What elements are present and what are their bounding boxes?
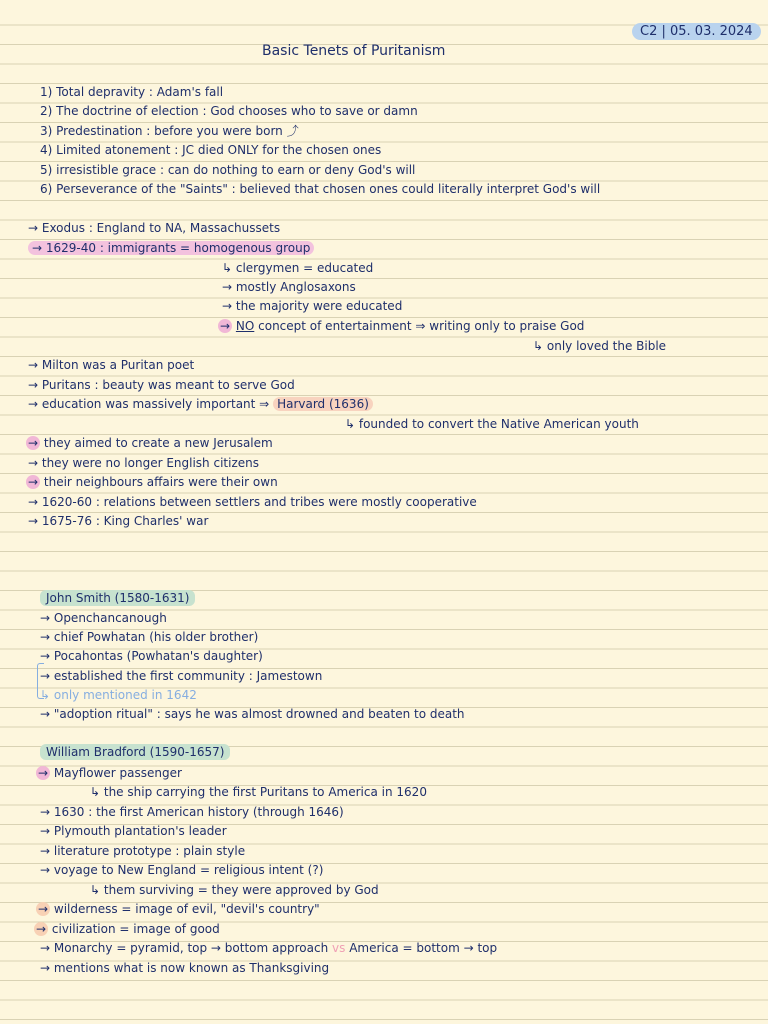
smith-item-1: → Openchancanough bbox=[40, 611, 167, 625]
note-exodus: → Exodus : England to NA, Massachussets bbox=[28, 221, 281, 235]
note-educated: → the majority were educated bbox=[222, 299, 403, 313]
note-bible: ↳ only loved the Bible bbox=[533, 339, 667, 353]
note-jerusalem bbox=[26, 435, 273, 451]
harvard-highlight: Harvard (1636) bbox=[273, 397, 373, 411]
tenet-2: 2) The doctrine of election : God chooses who to save or damn bbox=[40, 104, 418, 118]
tenet-3: 3) Predestination : before you were born ⤴ bbox=[40, 124, 299, 138]
bradford-surviving: ↳ them surviving = they were approved by God bbox=[90, 883, 379, 897]
bradford-thanksgiving: → mentions what is now known as Thanksgiving bbox=[40, 961, 330, 975]
jerusalem-bullet: → bbox=[28, 436, 39, 450]
note-anglosaxons: → mostly Anglosaxons bbox=[222, 280, 356, 294]
note-education bbox=[28, 396, 373, 412]
bradford-civilization bbox=[34, 921, 220, 937]
bradford-leader: → Plymouth plantation's leader bbox=[40, 824, 227, 838]
jerusalem-text: they aimed to create a new Jerusalem bbox=[43, 436, 273, 450]
bradford-history: → 1630 : the first American history (through 1646) bbox=[40, 805, 344, 819]
wilderness-bullet: → bbox=[38, 902, 49, 916]
smith-ritual: → "adoption ritual" : says he was almost drowned and beaten to death bbox=[40, 707, 465, 721]
bradford-monarchy bbox=[40, 940, 497, 956]
page-title: Basic Tenets of Puritanism bbox=[262, 43, 446, 59]
mayflower-bullet: → bbox=[38, 766, 49, 780]
neighbours-bullet: → bbox=[28, 475, 39, 489]
note-beauty: → Puritans : beauty was meant to serve God bbox=[28, 378, 295, 392]
civilization-bullet: → bbox=[36, 922, 47, 936]
note-immigrants bbox=[28, 240, 314, 256]
entertainment-bullet: → bbox=[220, 319, 231, 333]
bradford-voyage: → voyage to New England = religious intent (?) bbox=[40, 863, 324, 877]
entertainment-no: NO bbox=[235, 319, 255, 333]
date-highlight: C2 | 05. 03. 2024 bbox=[632, 23, 761, 40]
note-entertainment bbox=[218, 318, 584, 334]
note-harvard-purpose: ↳ founded to convert the Native American youth bbox=[345, 417, 639, 431]
tenet-4: 4) Limited atonement : JC died ONLY for the chosen ones bbox=[40, 143, 382, 157]
bradford-ship: ↳ the ship carrying the first Puritans to America in 1620 bbox=[90, 785, 427, 799]
bradford-wilderness bbox=[36, 901, 320, 917]
bradford-mayflower bbox=[36, 765, 182, 781]
smith-heading bbox=[40, 590, 195, 606]
note-war: → 1675-76 : King Charles' war bbox=[28, 514, 209, 528]
smith-heading-highlight: John Smith (1580-1631) bbox=[40, 590, 195, 606]
bradford-heading-highlight: William Bradford (1590-1657) bbox=[40, 744, 230, 760]
smith-item-2: → chief Powhatan (his older brother) bbox=[40, 630, 259, 644]
smith-item-4: → established the first community : Jamestown bbox=[40, 669, 323, 683]
note-neighbours bbox=[26, 474, 278, 490]
tenet-1: 1) Total depravity : Adam's fall bbox=[40, 85, 224, 99]
date-tag bbox=[632, 24, 761, 40]
note-clergymen: ↳ clergymen = educated bbox=[222, 261, 374, 275]
america-text: America = bottom → top bbox=[349, 941, 498, 955]
monarchy-text: → Monarchy = pyramid, top → bottom approach bbox=[40, 941, 329, 955]
education-text: → education was massively important ⇒ bbox=[28, 397, 270, 411]
vs-label: vs bbox=[332, 941, 346, 955]
entertainment-rest: concept of entertainment ⇒ writing only to praise God bbox=[258, 319, 585, 333]
mayflower-text: Mayflower passenger bbox=[53, 766, 182, 780]
note-citizens: → they were no longer English citizens bbox=[28, 456, 259, 470]
tenet-5: 5) irresistible grace : can do nothing to earn or deny God's will bbox=[40, 163, 416, 177]
bradford-heading bbox=[40, 744, 230, 760]
wilderness-text: wilderness = image of evil, "devil's country" bbox=[53, 902, 320, 916]
civilization-text: civilization = image of good bbox=[51, 922, 220, 936]
note-milton: → Milton was a Puritan poet bbox=[28, 358, 195, 372]
smith-item-3: → Pocahontas (Powhatan's daughter) bbox=[40, 649, 263, 663]
note-relations: → 1620-60 : relations between settlers and tribes were mostly cooperative bbox=[28, 495, 477, 509]
immigrants-highlight: → 1629-40 : immigrants = homogenous group bbox=[28, 241, 314, 255]
tenet-6: 6) Perseverance of the "Saints" : believed that chosen ones could literally interpret God's will bbox=[40, 182, 601, 196]
smith-mentioned: ↳ only mentioned in 1642 bbox=[40, 688, 197, 702]
neighbours-text: their neighbours affairs were their own bbox=[43, 475, 278, 489]
bradford-prototype: → literature prototype : plain style bbox=[40, 844, 246, 858]
